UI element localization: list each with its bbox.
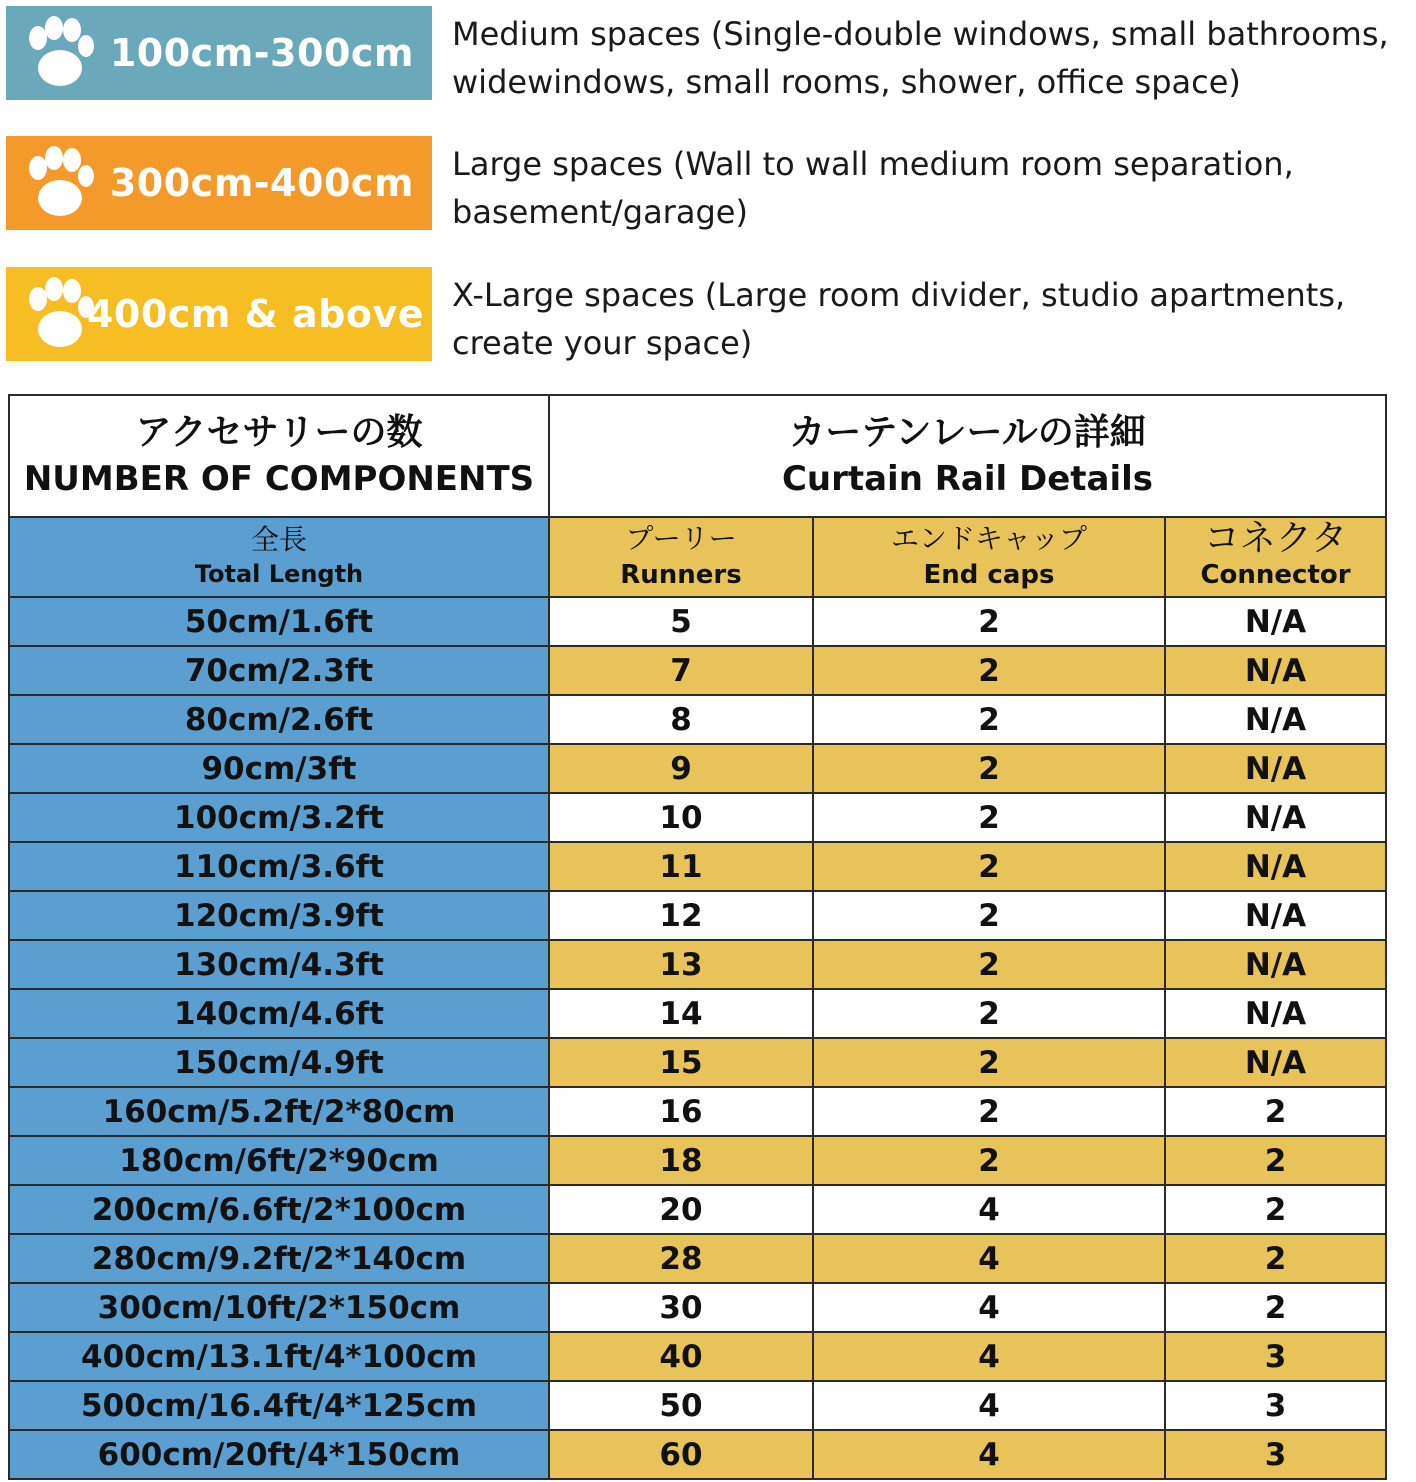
column-header-length: [9, 517, 549, 597]
rail-details-header-jp: カーテンレールの詳細: [789, 412, 1146, 453]
cell-endcaps: 2: [813, 597, 1165, 646]
cell-endcaps: 2: [813, 1136, 1165, 1185]
cell-endcaps: 2: [813, 940, 1165, 989]
cell-connector: N/A: [1165, 940, 1386, 989]
rail-details-header-en: Curtain Rail Details: [781, 459, 1154, 499]
cell-connector: 2: [1165, 1087, 1386, 1136]
cell-connector: N/A: [1165, 891, 1386, 940]
cell-length: 70cm/2.3ft: [9, 646, 549, 695]
size-description-line: widewindows, small rooms, shower, office space): [452, 63, 1241, 101]
cell-connector: 3: [1165, 1381, 1386, 1430]
cell-endcaps: 4: [813, 1185, 1165, 1234]
cell-endcaps: 2: [813, 1038, 1165, 1087]
column-header-jp: コネクタ: [1203, 518, 1348, 559]
table-row: [9, 1430, 1386, 1479]
size-description-line: Medium spaces (Single-double windows, small bathrooms,: [452, 15, 1389, 53]
column-header-jp: エンドキャップ: [890, 522, 1087, 555]
cell-connector: 2: [1165, 1185, 1386, 1234]
table-row: [9, 646, 1386, 695]
cell-connector: N/A: [1165, 793, 1386, 842]
cell-connector: N/A: [1165, 842, 1386, 891]
paw-icon: [18, 16, 100, 90]
cell-runners: 14: [549, 989, 813, 1038]
size-badge-medium: [6, 6, 432, 100]
table-row: [9, 1185, 1386, 1234]
cell-runners: 5: [549, 597, 813, 646]
cell-length: 280cm/9.2ft/2*140cm: [9, 1234, 549, 1283]
cell-runners: 12: [549, 891, 813, 940]
size-description-line: Large spaces (Wall to wall medium room separation,: [452, 145, 1294, 183]
cell-length: 300cm/10ft/2*150cm: [9, 1283, 549, 1332]
cell-length: 140cm/4.6ft: [9, 989, 549, 1038]
cell-endcaps: 2: [813, 989, 1165, 1038]
table-row: [9, 1381, 1386, 1430]
cell-endcaps: 4: [813, 1332, 1165, 1381]
column-header-connector: [1165, 517, 1386, 597]
column-header-en: Connector: [1200, 560, 1351, 590]
cell-connector: 2: [1165, 1136, 1386, 1185]
cell-length: 180cm/6ft/2*90cm: [9, 1136, 549, 1185]
size-range-label: 300cm-400cm: [109, 161, 414, 205]
cell-connector: 2: [1165, 1234, 1386, 1283]
cell-connector: N/A: [1165, 744, 1386, 793]
rail-details-header: [549, 395, 1386, 517]
cell-connector: N/A: [1165, 646, 1386, 695]
cell-length: 150cm/4.9ft: [9, 1038, 549, 1087]
table-body: [9, 597, 1386, 1479]
cell-runners: 10: [549, 793, 813, 842]
cell-length: 50cm/1.6ft: [9, 597, 549, 646]
cell-length: 500cm/16.4ft/4*125cm: [9, 1381, 549, 1430]
column-header-jp: 全長: [250, 523, 307, 556]
cell-length: 130cm/4.3ft: [9, 940, 549, 989]
cell-runners: 8: [549, 695, 813, 744]
paw-icon: [18, 146, 100, 220]
cell-runners: 7: [549, 646, 813, 695]
size-range-label: 100cm-300cm: [109, 31, 414, 75]
column-header-endcaps: [813, 517, 1165, 597]
column-header-en: Runners: [620, 560, 742, 590]
table-row: [9, 695, 1386, 744]
cell-runners: 30: [549, 1283, 813, 1332]
table-row: [9, 597, 1386, 646]
table-row: [9, 1038, 1386, 1087]
table-row: [9, 940, 1386, 989]
cell-connector: 2: [1165, 1283, 1386, 1332]
components-header-jp: アクセサリーの数: [135, 412, 423, 453]
cell-endcaps: 2: [813, 842, 1165, 891]
cell-length: 160cm/5.2ft/2*80cm: [9, 1087, 549, 1136]
cell-endcaps: 2: [813, 1087, 1165, 1136]
cell-length: 400cm/13.1ft/4*100cm: [9, 1332, 549, 1381]
table-header-row: [9, 395, 1386, 517]
cell-runners: 11: [549, 842, 813, 891]
table-row: [9, 842, 1386, 891]
components-header: [9, 395, 549, 517]
table-row: [9, 1136, 1386, 1185]
cell-endcaps: 4: [813, 1283, 1165, 1332]
column-header-row: [9, 517, 1386, 597]
cell-endcaps: 2: [813, 891, 1165, 940]
cell-endcaps: 4: [813, 1234, 1165, 1283]
cell-length: 110cm/3.6ft: [9, 842, 549, 891]
cell-connector: N/A: [1165, 695, 1386, 744]
size-description: [452, 271, 1412, 367]
cell-connector: 3: [1165, 1430, 1386, 1479]
components-table: [8, 394, 1387, 1480]
column-header-en: End caps: [923, 560, 1055, 590]
cell-runners: 18: [549, 1136, 813, 1185]
table-row: [9, 1332, 1386, 1381]
size-description: [452, 10, 1412, 106]
cell-length: 80cm/2.6ft: [9, 695, 549, 744]
cell-runners: 50: [549, 1381, 813, 1430]
cell-endcaps: 4: [813, 1430, 1165, 1479]
table-row: [9, 891, 1386, 940]
cell-length: 120cm/3.9ft: [9, 891, 549, 940]
cell-connector: 3: [1165, 1332, 1386, 1381]
size-badge-large: [6, 136, 432, 230]
cell-runners: 9: [549, 744, 813, 793]
cell-runners: 16: [549, 1087, 813, 1136]
cell-connector: N/A: [1165, 1038, 1386, 1087]
cell-runners: 15: [549, 1038, 813, 1087]
table-row: [9, 1087, 1386, 1136]
cell-runners: 40: [549, 1332, 813, 1381]
cell-runners: 28: [549, 1234, 813, 1283]
column-header-en: Total Length: [194, 560, 364, 588]
size-description: [452, 140, 1412, 236]
size-badge-xlarge: [6, 267, 432, 361]
cell-endcaps: 2: [813, 744, 1165, 793]
size-description-line: X-Large spaces (Large room divider, studio apartments,: [452, 276, 1346, 314]
components-header-en: NUMBER OF COMPONENTS: [23, 459, 535, 499]
cell-length: 100cm/3.2ft: [9, 793, 549, 842]
cell-length: 600cm/20ft/4*150cm: [9, 1430, 549, 1479]
table-row: [9, 1234, 1386, 1283]
cell-endcaps: 2: [813, 695, 1165, 744]
size-description-line: basement/garage): [452, 193, 748, 231]
cell-runners: 20: [549, 1185, 813, 1234]
cell-endcaps: 2: [813, 646, 1165, 695]
table-row: [9, 744, 1386, 793]
table-row: [9, 989, 1386, 1038]
cell-endcaps: 2: [813, 793, 1165, 842]
size-range-label: 400cm & above: [86, 292, 424, 336]
column-header-jp: プーリー: [625, 522, 737, 555]
column-header-runners: [549, 517, 813, 597]
cell-runners: 13: [549, 940, 813, 989]
cell-length: 90cm/3ft: [9, 744, 549, 793]
cell-length: 200cm/6.6ft/2*100cm: [9, 1185, 549, 1234]
cell-runners: 60: [549, 1430, 813, 1479]
table-row: [9, 1283, 1386, 1332]
size-description-line: create your space): [452, 324, 753, 362]
table-row: [9, 793, 1386, 842]
cell-connector: N/A: [1165, 989, 1386, 1038]
cell-connector: N/A: [1165, 597, 1386, 646]
cell-endcaps: 4: [813, 1381, 1165, 1430]
